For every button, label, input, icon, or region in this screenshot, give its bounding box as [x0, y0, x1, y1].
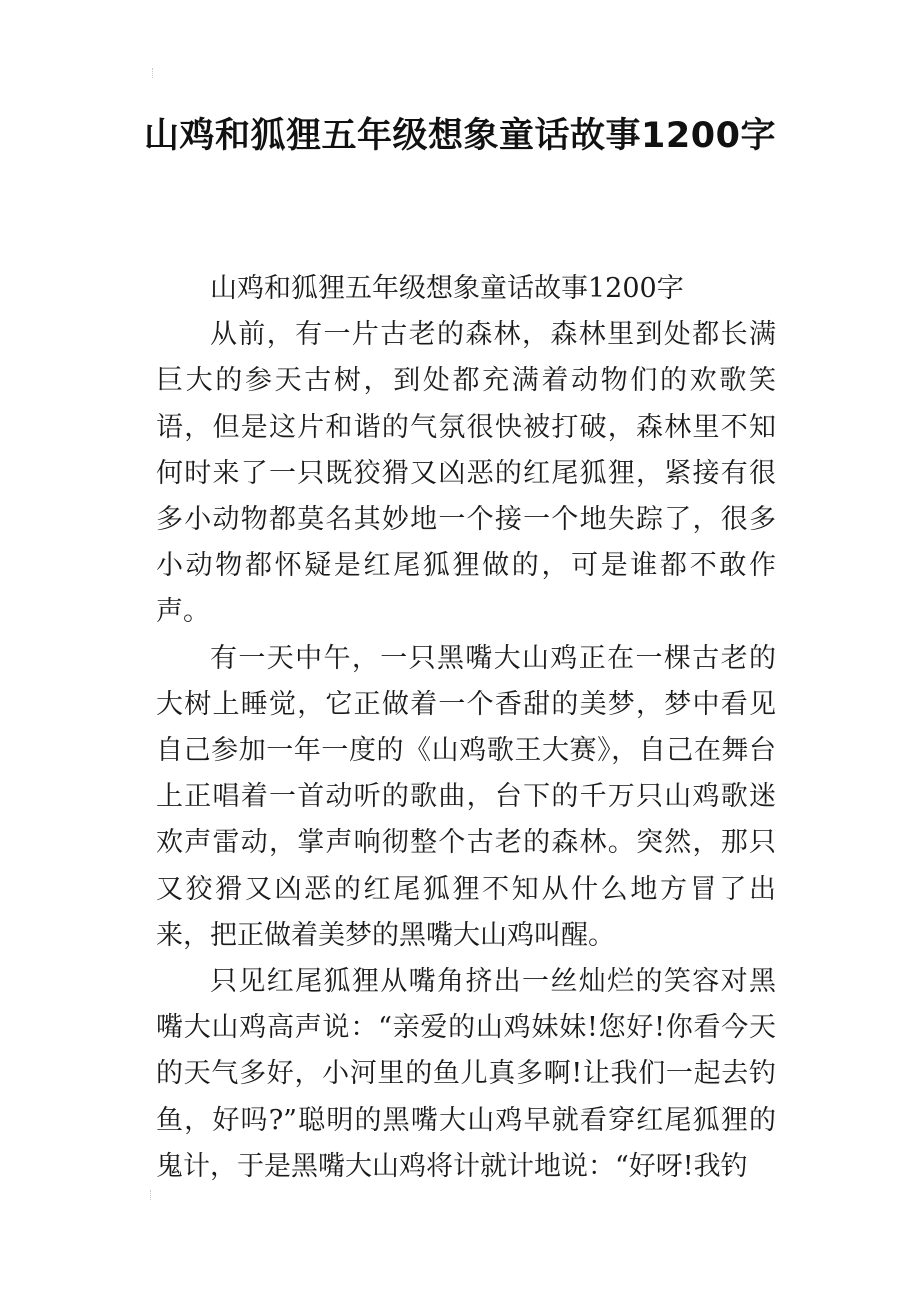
- corner-mark-top: [152, 68, 159, 78]
- document-title: 山鸡和狐狸五年级想象童话故事1200字: [144, 116, 776, 156]
- paragraph: 有一天中午，一只黑嘴大山鸡正在一棵古老的大树上睡觉，它正做着一个香甜的美梦，梦中看见自己参加一年一度的《山鸡歌王大赛》，自己在舞台上正唱着一首动听的歌曲，台下的千万只山鸡歌迷欢声雷动，掌声响彻整个古老的森林。突然，那只又狡猾又凶恶的红尾狐狸不知从什么地方冒了出来，把正做着美梦的黑嘴大山鸡叫醒。: [156, 642, 776, 951]
- document-body: [156, 266, 776, 1190]
- paragraph: 只见红尾狐狸从嘴角挤出一丝灿烂的笑容对黑嘴大山鸡高声说：“亲爱的山鸡妹妹!您好!你看今天的天气多好，小河里的鱼儿真多啊!让我们一起去钓鱼，好吗?”聪明的黑嘴大山鸡早就看穿红尾狐狸的鬼计，于是黑嘴大山鸡将计就计地说：“好呀!我钓: [156, 966, 776, 1182]
- corner-mark-bottom: [150, 1190, 157, 1200]
- paragraph: 从前，有一片古老的森林，森林里到处都长满巨大的参天古树，到处都充满着动物们的欢歌笑语，但是这片和谐的气氛很快被打破，森林里不知何时来了一只既狡猾又凶恶的红尾狐狸，紧接有很多小动物都莫名其妙地一个接一个地失踪了，很多小动物都怀疑是红尾狐狸做的，可是谁都不敢作声。: [156, 319, 776, 628]
- paragraph: 山鸡和狐狸五年级想象童话故事1200字: [210, 273, 684, 304]
